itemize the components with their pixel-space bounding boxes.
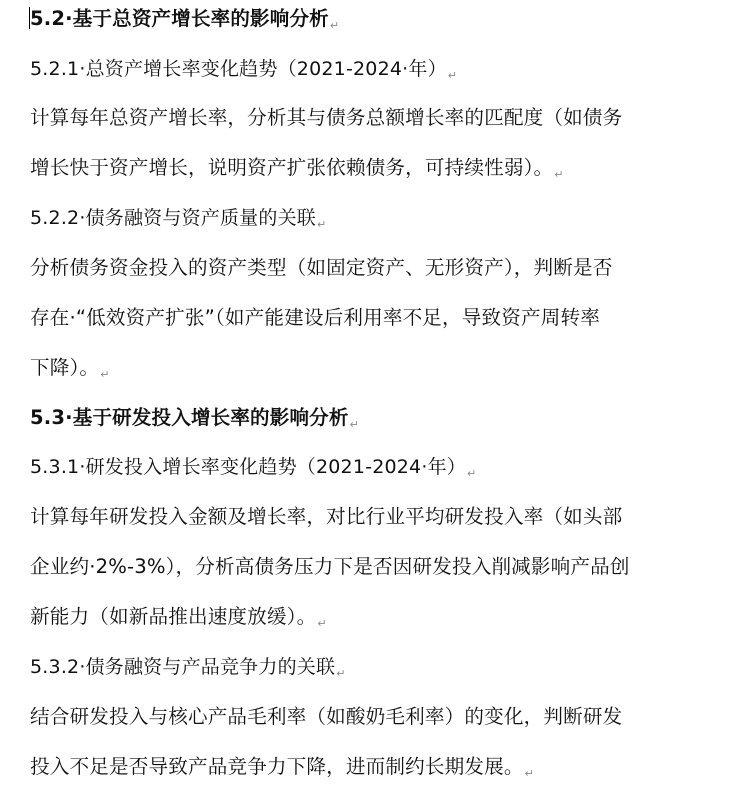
subsection-title-text: 5.2.1·总资产增长率变化趋势（2021-2024·年） <box>30 58 447 80</box>
paragraph-line[interactable] <box>30 505 622 529</box>
section-heading-5-2[interactable] <box>30 7 339 38</box>
paragraph-mark-icon: ↵ <box>524 767 534 780</box>
paragraph-line[interactable] <box>30 356 110 387</box>
paragraph-mark-icon: ↵ <box>349 418 359 431</box>
paragraph-text: 企业约·2%-3%），分析高债务压力下是否因研发投入削减影响产品创 <box>30 555 630 578</box>
paragraph-text: 存在·“低效资产扩张”（如产能建设后利用率不足，导致资产周转率 <box>30 306 601 329</box>
section-heading-5-3[interactable] <box>30 406 359 437</box>
subsection-title-5-3-1[interactable] <box>30 455 476 486</box>
heading-text: 5.3·基于研发投入增长率的影响分析 <box>30 406 349 429</box>
subsection-title-text: 5.3.2·债务融资与产品竞争力的关联 <box>30 656 336 678</box>
paragraph-line[interactable] <box>30 156 564 187</box>
paragraph-text: 投入不足是否导致产品竞争力下降，进而制约长期发展。 <box>30 755 524 778</box>
paragraph-line[interactable] <box>30 555 630 579</box>
heading-text: 5.2·基于总资产增长率的影响分析 <box>30 7 329 30</box>
paragraph-line[interactable] <box>30 705 622 729</box>
subsection-title-5-2-1[interactable] <box>30 57 457 88</box>
paragraph-mark-icon: ↵ <box>447 69 458 82</box>
paragraph-text: 新能力（如新品推出速度放缓）。 <box>30 605 317 628</box>
paragraph-mark-icon: ↵ <box>317 617 327 630</box>
subsection-title-5-2-2[interactable] <box>30 206 326 237</box>
paragraph-text: 计算每年研发投入金额及增长率，对比行业平均研发投入率（如头部 <box>30 505 623 528</box>
paragraph-mark-icon: ↵ <box>317 218 327 231</box>
paragraph-text: 计算每年总资产增长率，分析其与债务总额增长率的匹配度（如债务 <box>30 106 623 129</box>
paragraph-mark-icon: ↵ <box>554 168 564 181</box>
paragraph-line[interactable] <box>30 755 534 786</box>
paragraph-line[interactable] <box>30 306 600 330</box>
paragraph-mark-icon: ↵ <box>329 19 340 32</box>
paragraph-mark-icon: ↵ <box>336 667 346 680</box>
paragraph-mark-icon: ↵ <box>100 368 110 381</box>
subsection-title-text: 5.3.1·研发投入增长率变化趋势（2021-2024·年） <box>30 456 466 478</box>
subsection-title-text: 5.2.2·债务融资与资产质量的关联 <box>30 207 316 229</box>
paragraph-text: 增长快于资产增长，说明资产扩张依赖债务，可持续性弱）。 <box>30 156 554 179</box>
paragraph-line[interactable] <box>30 106 622 130</box>
paragraph-line[interactable] <box>30 605 327 636</box>
subsection-title-5-3-2[interactable] <box>30 655 346 686</box>
paragraph-text: 下降）。 <box>30 356 100 379</box>
paragraph-mark-icon: ↵ <box>467 467 477 480</box>
paragraph-text: 分析债务资金投入的资产类型（如固定资产、无形资产），判断是否 <box>30 256 613 279</box>
paragraph-text: 结合研发投入与核心产品毛利率（如酸奶毛利率）的变化，判断研发 <box>30 705 623 728</box>
paragraph-line[interactable] <box>30 256 613 280</box>
